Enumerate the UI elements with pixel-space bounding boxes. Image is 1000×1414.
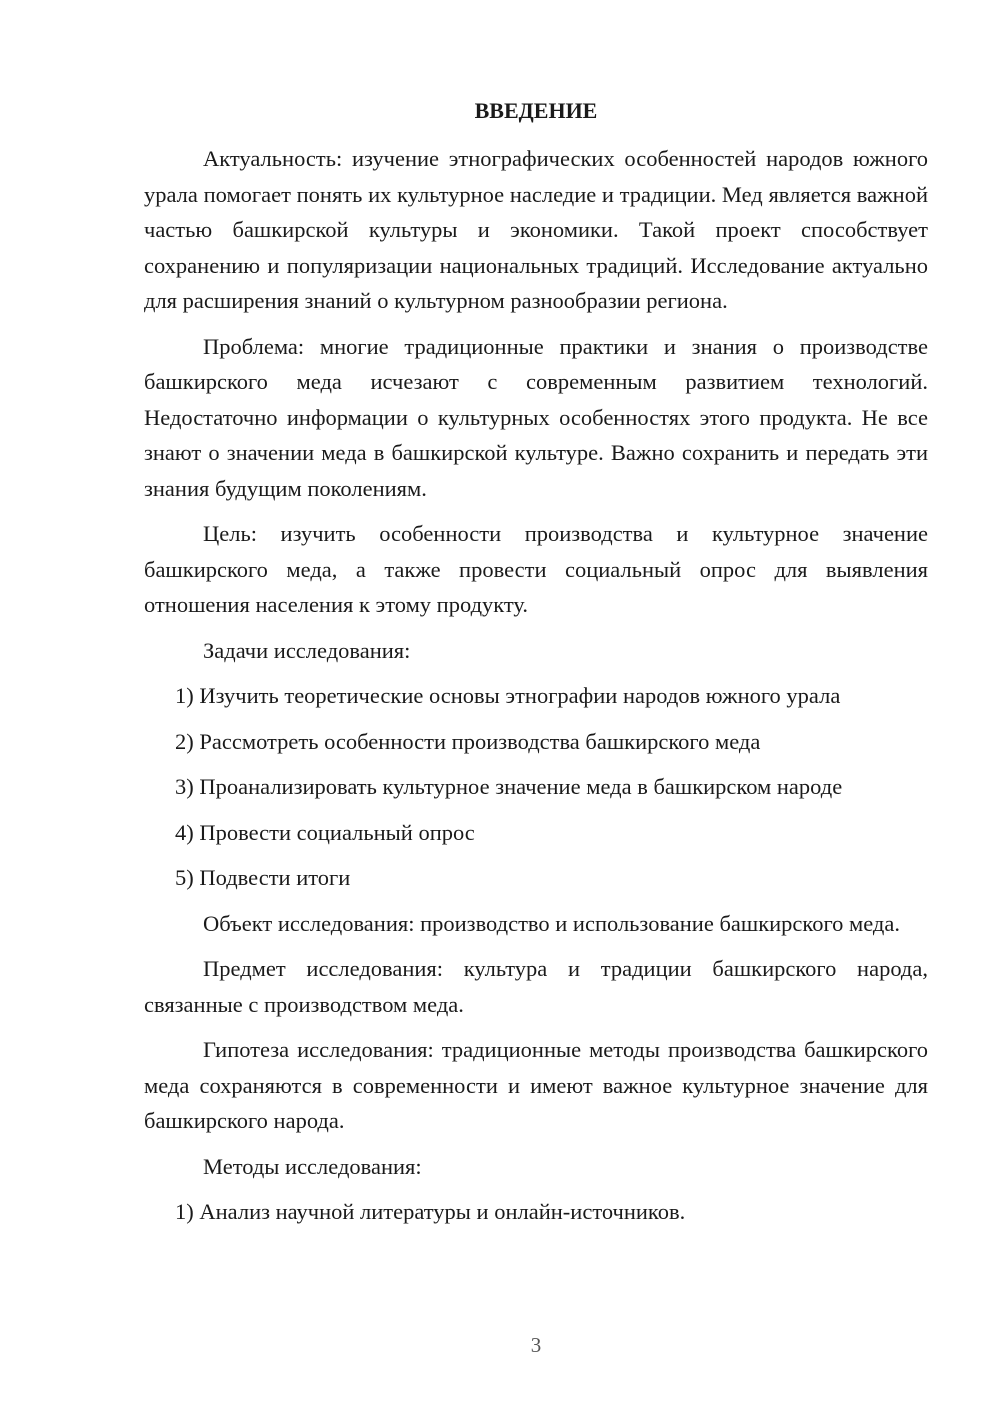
tasks-heading: Задачи исследования: [203,637,411,663]
page-number: 3 [530,1333,542,1357]
object-paragraph: Объект исследования: производство и использование башкирского меда. [203,910,900,936]
document-body [144,141,928,1240]
methods-heading: Методы исследования: [203,1153,422,1179]
problem-paragraph: Проблема: многие традиционные практики и знания о производстве башкирского меда исчезают с современным развитием технологий. Недостаточно информации о культурных особенностях этого продукта. Не все знают о значении меда в башкирской культуре. Важно сохранить и передать эти знания будущим поколениям. [144,333,928,501]
list-item: 5) Подвести итоги [175,865,351,890]
list-item: 4) Провести социальный опрос [175,819,475,845]
hypothesis-paragraph: Гипотеза исследования: традиционные методы производства башкирского меда сохраняются в современности и имеют важное культурное значение для башкирского народа. [144,1037,928,1133]
relevance-paragraph: Актуальность: изучение этнографических особенностей народов южного урала помогает понять их культурное наследие и традиции. Мед является важной частью башкирской культуры и экономики. Такой проект способствует сохранению и популяризации национальных традиций. Исследование актуально для расширения знаний о культурном разнообразии региона. [144,146,928,313]
methods-list [144,1194,928,1230]
subject-paragraph: Предмет исследования: культура и традиции башкирского народа, связанные с производством меда. [144,956,928,1017]
tasks-list [144,678,928,896]
list-item: 1) Изучить теоретические основы этнографии народов южного урала [175,683,841,708]
goal-paragraph: Цель: изучить особенности производства и культурное значение башкирского меда, а также провести социальный опрос для выявления отношения населения к этому продукту. [144,521,928,617]
page-title: ВВЕДЕНИЕ [474,98,598,123]
list-item: 2) Рассмотреть особенности производства башкирского меда [175,728,761,754]
list-item: 1) Анализ научной литературы и онлайн-источников. [175,1199,686,1224]
list-item: 3) Проанализировать культурное значение меда в башкирском народе [175,774,843,799]
